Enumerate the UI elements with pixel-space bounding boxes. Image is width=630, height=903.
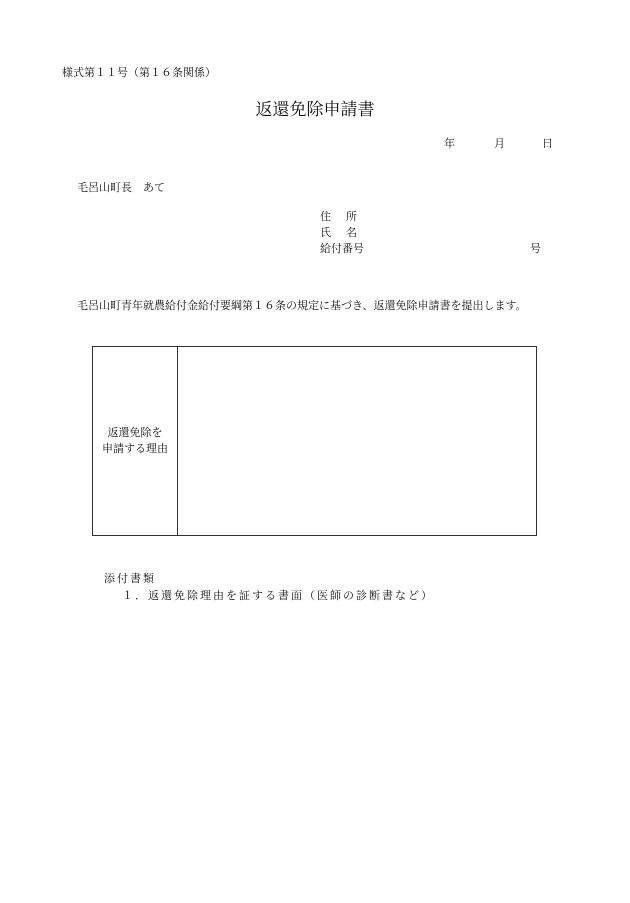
addressee: 毛呂山町長 あて (77, 181, 165, 194)
date-month-label: 月 (494, 137, 505, 150)
application-statement: 毛呂山町青年就農給付金給付要綱第１６条の規定に基づき、返還免除申請書を提出します。 (77, 299, 527, 312)
reason-table (92, 346, 537, 536)
document-title: 返還免除申請書 (255, 100, 375, 120)
attachments-heading: 添付書類 (104, 572, 156, 585)
address-label-char-2: 所 (346, 210, 357, 223)
applicant-name-label (320, 224, 368, 240)
name-label-char-1: 氏 (320, 226, 331, 239)
date-day-label: 日 (542, 137, 553, 150)
attachment-item: １．返還免除理由を証する書面（医師の診断書など） (122, 589, 434, 602)
reason-label-cell (93, 347, 178, 535)
reason-label-line-2: 申請する理由 (102, 442, 168, 455)
benefit-number-suffix: 号 (530, 242, 541, 255)
benefit-number-label: 給付番号 (320, 242, 364, 255)
reason-input-field[interactable] (178, 347, 536, 535)
name-label-char-2: 名 (346, 226, 357, 239)
date-year-label: 年 (444, 137, 455, 150)
reason-label-line-1: 返還免除を (107, 426, 163, 439)
form-number: 様式第１１号（第１６条関係） (62, 66, 216, 79)
applicant-address-label (320, 208, 368, 224)
address-label-char-1: 住 (320, 210, 331, 223)
